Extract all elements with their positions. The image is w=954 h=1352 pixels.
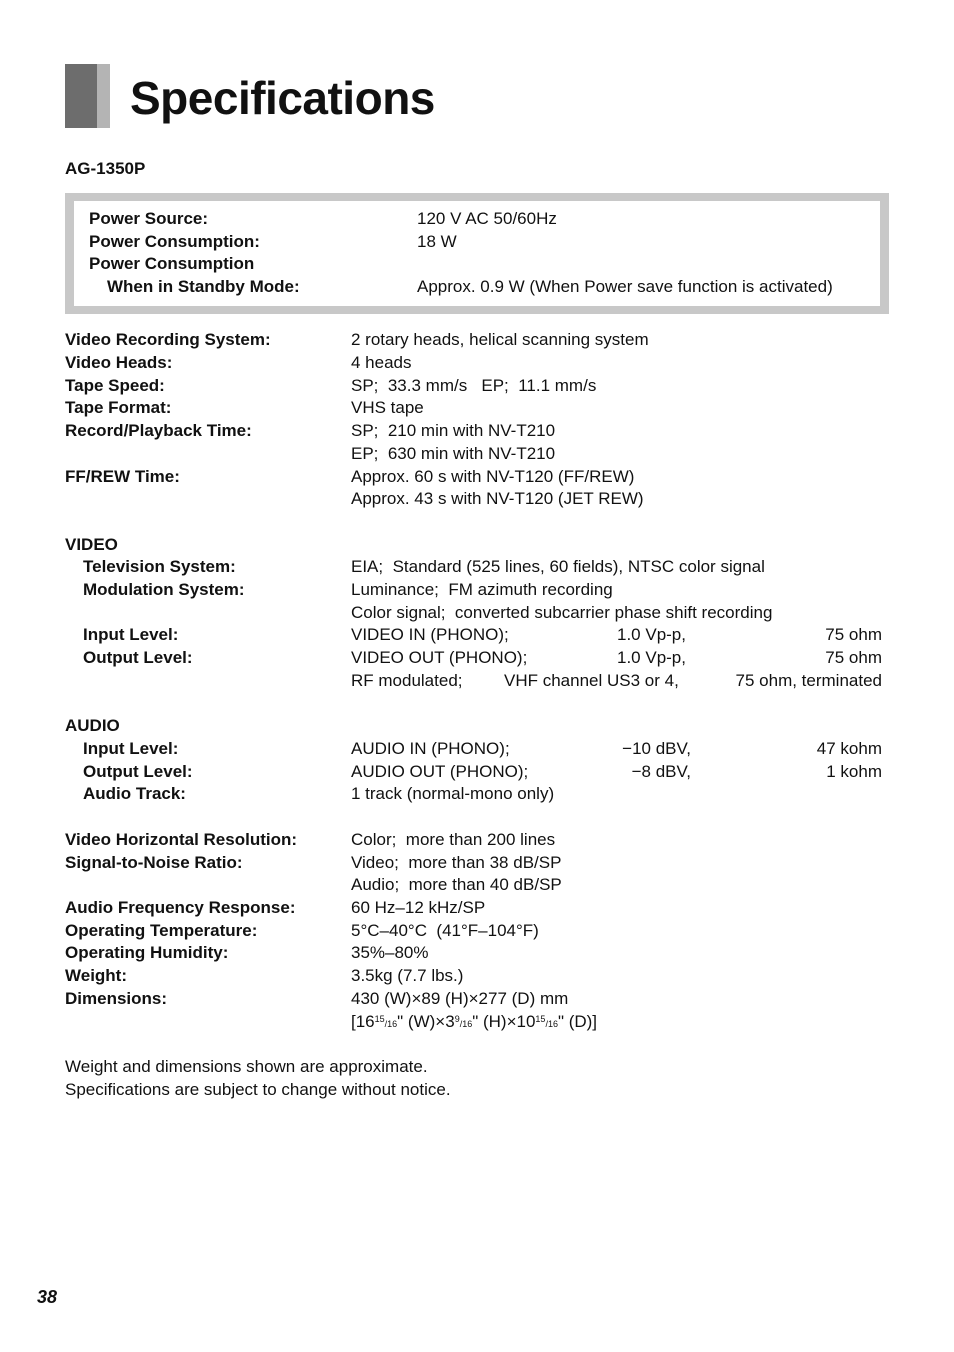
dimensions-metric: 430 (W)×89 (H)×277 (D) mm <box>351 989 569 1008</box>
tape-format-label: Tape Format: <box>65 398 172 417</box>
television-system-value: EIA; Standard (525 lines, 60 fields), NTSC color signal <box>351 557 765 576</box>
record-playback-time-label: Record/Playback Time: <box>65 421 252 440</box>
ff-rew-time-value-1: Approx. 60 s with NV-T120 (FF/REW) <box>351 467 635 486</box>
signal-to-noise-video: Video; more than 38 dB/SP <box>351 853 562 872</box>
audio-frequency-response-value: 60 Hz–12 kHz/SP <box>351 898 486 917</box>
audio-input-level-label: Input Level: <box>83 739 179 758</box>
page-title: Specifications <box>130 72 435 124</box>
dim-h-whole: " (W)×3 <box>397 1012 455 1031</box>
weight-label: Weight: <box>65 966 128 985</box>
dim-d-denominator: /16 <box>545 1019 558 1029</box>
video-input-level-label: Input Level: <box>83 625 179 644</box>
record-playback-time-value-sp: SP; 210 min with NV-T210 <box>351 421 556 440</box>
audio-input-level: −10 dBV, <box>622 739 691 758</box>
dim-h-numerator: 9 <box>454 1014 460 1024</box>
video-horizontal-resolution-value: Color; more than 200 lines <box>351 830 556 849</box>
audio-input-connector: AUDIO IN (PHONO); <box>351 739 510 758</box>
video-recording-system-value: 2 rotary heads, helical scanning system <box>351 330 649 349</box>
audio-input-impedance: 47 kohm <box>816 739 882 758</box>
dim-d-numerator: 15 <box>535 1014 546 1024</box>
video-input-connector: VIDEO IN (PHONO); <box>351 625 509 644</box>
tape-speed-label: Tape Speed: <box>65 376 165 395</box>
dim-w-numerator: 15 <box>374 1014 385 1024</box>
ff-rew-time-label: FF/REW Time: <box>65 467 180 486</box>
rf-channel: VHF channel US3 or 4, <box>504 671 679 690</box>
power-consumption-value: 18 W <box>417 232 457 251</box>
operating-temperature-value: 5°C–40°C (41°F–104°F) <box>351 921 539 940</box>
power-source-label: Power Source: <box>89 209 209 228</box>
modulation-system-value-1: Luminance; FM azimuth recording <box>351 580 613 599</box>
tape-format-value: VHS tape <box>351 398 424 417</box>
note-subject-to-change: Specifications are subject to change without notice. <box>65 1080 451 1099</box>
audio-section-heading: AUDIO <box>65 716 120 735</box>
standby-label-line2: When in Standby Mode: <box>107 277 300 296</box>
dim-w-whole: [16 <box>351 1012 375 1031</box>
audio-output-level: −8 dBV, <box>631 762 691 781</box>
audio-track-value: 1 track (normal-mono only) <box>351 784 555 803</box>
note-approximate: Weight and dimensions shown are approximate. <box>65 1057 428 1076</box>
video-input-voltage: 1.0 Vp-p, <box>617 625 686 644</box>
video-input-impedance: 75 ohm <box>825 625 882 644</box>
dim-close: " (D)] <box>557 1012 598 1031</box>
power-source-value: 120 V AC 50/60Hz <box>417 209 557 228</box>
dimensions-label: Dimensions: <box>65 989 168 1008</box>
rf-modulated-label: RF modulated; <box>351 671 463 690</box>
modulation-system-value-2: Color signal; converted subcarrier phase shift recording <box>351 603 773 622</box>
audio-output-level-label: Output Level: <box>83 762 193 781</box>
video-output-voltage: 1.0 Vp-p, <box>617 648 686 667</box>
page-number: 38 <box>37 1287 58 1307</box>
tape-speed-value: SP; 33.3 mm/s EP; 11.1 mm/s <box>351 376 597 395</box>
signal-to-noise-label: Signal-to-Noise Ratio: <box>65 853 243 872</box>
title-accent-light <box>97 64 110 128</box>
video-heads-label: Video Heads: <box>65 353 173 372</box>
video-output-connector: VIDEO OUT (PHONO); <box>351 648 528 667</box>
power-consumption-label: Power Consumption: <box>89 232 260 251</box>
ff-rew-time-value-2: Approx. 43 s with NV-T120 (JET REW) <box>351 489 644 508</box>
modulation-system-label: Modulation System: <box>83 580 245 599</box>
video-recording-system-label: Video Recording System: <box>65 330 271 349</box>
television-system-label: Television System: <box>83 557 236 576</box>
dim-d-whole: " (H)×10 <box>472 1012 536 1031</box>
video-horizontal-resolution-label: Video Horizontal Resolution: <box>65 830 298 849</box>
audio-output-connector: AUDIO OUT (PHONO); <box>351 762 529 781</box>
standby-value: Approx. 0.9 W (When Power save function is activated) <box>417 277 833 296</box>
signal-to-noise-audio: Audio; more than 40 dB/SP <box>351 875 562 894</box>
audio-track-label: Audio Track: <box>83 784 186 803</box>
model-name: AG-1350P <box>65 159 146 178</box>
weight-value: 3.5kg (7.7 lbs.) <box>351 966 464 985</box>
video-output-impedance: 75 ohm <box>825 648 882 667</box>
record-playback-time-value-ep: EP; 630 min with NV-T210 <box>351 444 556 463</box>
operating-temperature-label: Operating Temperature: <box>65 921 258 940</box>
video-heads-value: 4 heads <box>351 353 412 372</box>
dim-w-denominator: /16 <box>384 1019 398 1029</box>
title-accent-dark <box>65 64 97 128</box>
dimensions-imperial <box>351 1011 597 1033</box>
standby-label-line1: Power Consumption <box>89 254 255 273</box>
video-section-heading: VIDEO <box>65 535 118 554</box>
audio-frequency-response-label: Audio Frequency Response: <box>65 898 296 917</box>
audio-output-impedance: 1 kohm <box>826 762 882 781</box>
operating-humidity-label: Operating Humidity: <box>65 943 229 962</box>
rf-impedance: 75 ohm, terminated <box>735 671 882 690</box>
operating-humidity-value: 35%–80% <box>351 943 429 962</box>
video-output-level-label: Output Level: <box>83 648 193 667</box>
dim-h-denominator: /16 <box>459 1019 473 1029</box>
